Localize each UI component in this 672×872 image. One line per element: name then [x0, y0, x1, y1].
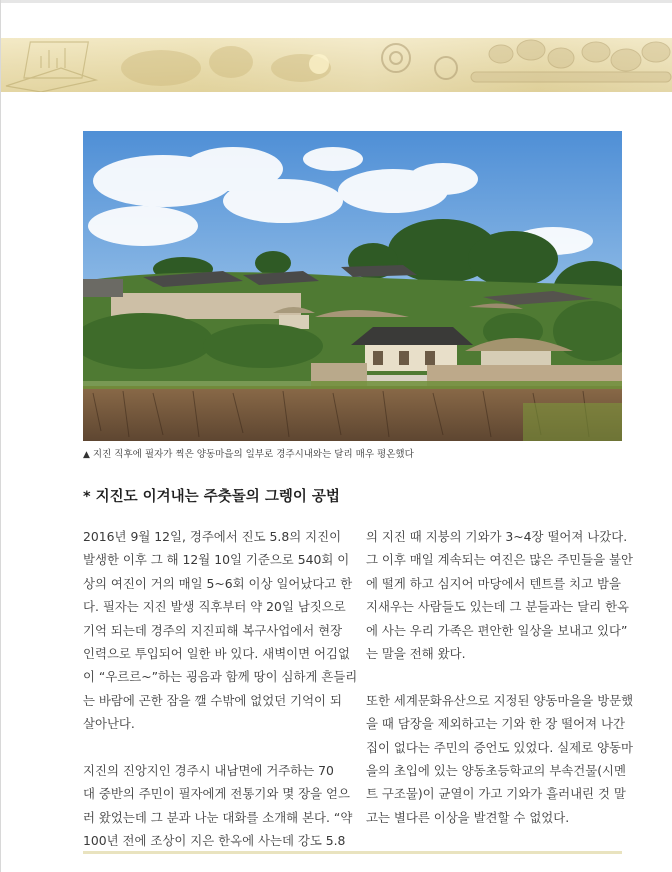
text-line: 100년 전에 조상이 지은 한옥에 사는데 강도 5.8	[83, 833, 346, 849]
top-rule	[1, 0, 672, 3]
section-heading	[83, 485, 340, 506]
photo-caption	[83, 446, 643, 460]
body-column-left	[83, 525, 358, 872]
text-line: 그 이후 매일 계속되는 여진은 많은 주민들을 불안	[366, 552, 633, 568]
header-banner	[1, 38, 672, 92]
text-line: 대 중반의 주민이 필자에게 전통기와 몇 장을 얻으	[83, 786, 350, 802]
text-line: 을 때 담장을 제외하고는 기와 한 장 떨어져 나간	[366, 716, 625, 732]
text-line: 에 사는 우리 가족은 편안한 일상을 보내고 있다”	[366, 622, 628, 638]
text-line: 트 구조물)이 균열이 가고 기와가 흘러내린 것 말	[366, 786, 626, 802]
text-line: 이 “우르르~”하는 굉음과 함께 땅이 심하게 흔들리	[83, 669, 358, 685]
village-photo	[83, 131, 622, 441]
paragraph	[366, 525, 633, 665]
header-banner-illustration	[1, 38, 672, 92]
text-line: 을의 초입에 있는 양동초등학교의 부속건물(시멘	[366, 763, 626, 779]
text-line: 상의 여진이 거의 매일 5~6회 이상 일어났다고 한	[83, 575, 353, 591]
body-column-right	[366, 525, 634, 853]
paragraph	[83, 759, 353, 853]
caption-marker: ▲	[83, 450, 90, 460]
text-line: 또한 세계문화유산으로 지정된 양동마을을 방문했	[366, 692, 634, 708]
paragraph	[83, 525, 358, 736]
text-line: 살아난다.	[83, 716, 135, 732]
text-line: 발생한 이후 그 해 12월 10일 기준으로 540회 이	[83, 552, 350, 568]
heading-text: 지진도 이겨내는 주춧돌의 그렝이 공법	[95, 489, 340, 505]
paragraph	[366, 689, 634, 829]
bottom-rule	[83, 851, 622, 854]
text-line: 의 지진 때 지붕의 기와가 3~4장 떨어져 나갔다.	[366, 529, 628, 544]
text-line: 는 말을 전해 왔다.	[366, 646, 466, 662]
text-line: 인력으로 투입되어 일한 바 있다. 새벽이면 어김없	[83, 646, 350, 662]
text-line: 에 떨게 하고 심지어 마당에서 텐트를 치고 밤을	[366, 575, 621, 591]
text-line: 고는 별다른 이상을 발견할 수 없었다.	[366, 809, 570, 825]
text-line: 지새우는 사람들도 있는데 그 분들과는 달리 한옥	[366, 599, 630, 615]
yangdong-village-image	[83, 131, 622, 441]
text-line: 기억 되는데 경주의 지진피해 복구사업에서 현장	[83, 622, 343, 638]
text-line: 지진의 진앙지인 경주시 내남면에 거주하는 70	[83, 763, 334, 779]
text-line: 2016년 9월 12일, 경주에서 진도 5.8의 지진이	[83, 529, 342, 544]
text-line: 는 바람에 곤한 잠을 깰 수밖에 없었던 기억이 되	[83, 692, 342, 708]
text-line: 다. 필자는 지진 발생 직후부터 약 20일 남짓으로	[83, 599, 346, 615]
caption-text: 지진 직후에 필자가 찍은 양동마을의 일부로 경주시내와는 달리 매우 평온했다	[92, 449, 414, 460]
text-line: 러 왔었는데 그 분과 나눈 대화를 소개해 본다. “약	[83, 809, 353, 825]
text-line: 집이 없다는 주민의 증언도 있었다. 실제로 양동마	[366, 739, 633, 755]
heading-marker: *	[83, 489, 91, 505]
